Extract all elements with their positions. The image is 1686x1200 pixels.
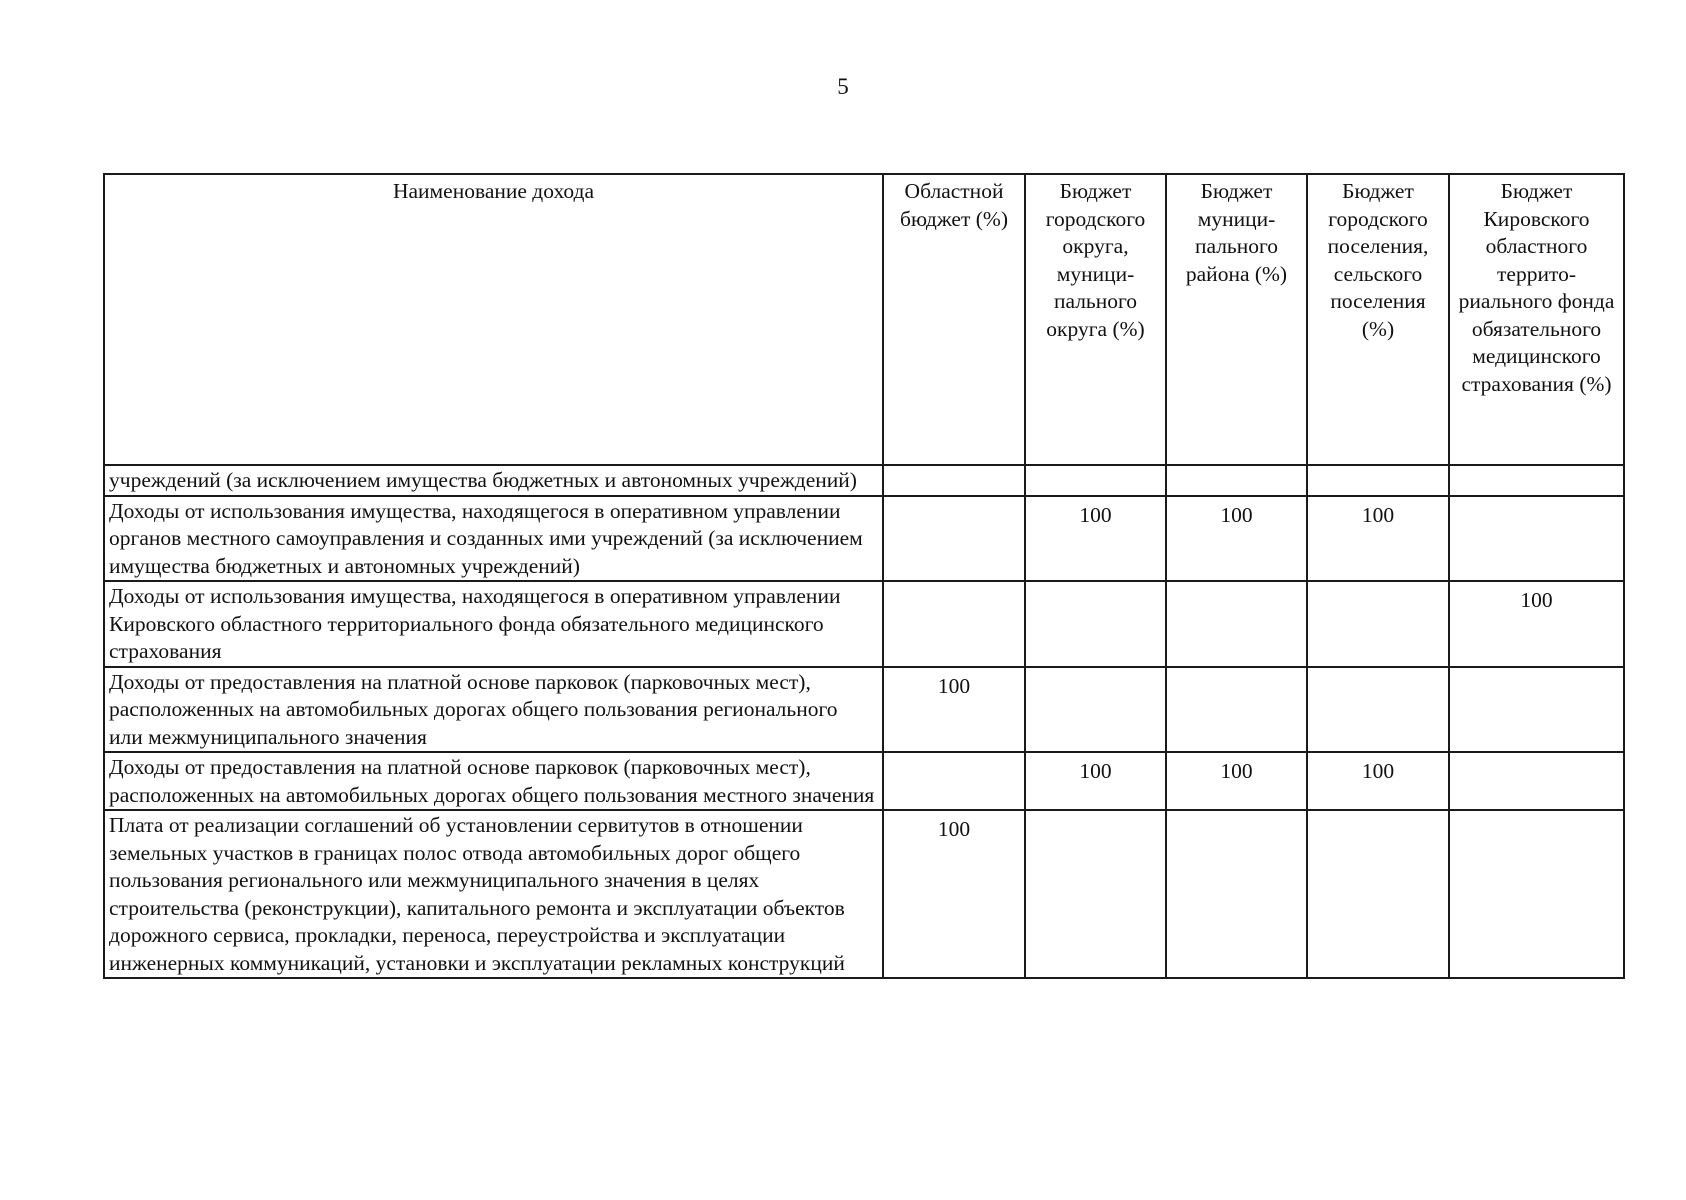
header-regional-budget: Областной бюджет (%) <box>883 174 1025 465</box>
municipal-district-budget-cell: 100 <box>1166 752 1307 810</box>
settlement-budget-cell <box>1307 810 1449 978</box>
city-district-budget-cell <box>1025 810 1166 978</box>
regional-budget-cell: 100 <box>883 667 1025 753</box>
regional-budget-cell <box>883 496 1025 582</box>
medical-insurance-fund-cell <box>1449 465 1624 496</box>
page-number: 5 <box>837 74 849 99</box>
table-row <box>104 810 1624 978</box>
municipal-district-budget-cell <box>1166 810 1307 978</box>
city-district-budget-cell <box>1025 465 1166 496</box>
settlement-budget-cell: 100 <box>1307 496 1449 582</box>
table-row <box>104 581 1624 667</box>
medical-insurance-fund-cell <box>1449 810 1624 978</box>
table-row <box>104 667 1624 753</box>
regional-budget-cell <box>883 465 1025 496</box>
income-distribution-table <box>103 173 1625 979</box>
regional-budget-cell <box>883 581 1025 667</box>
header-medical-insurance-fund-budget: Бюджет Кировского областного террито-риального фонда обязательного медицинского страхования (%) <box>1449 174 1624 465</box>
city-district-budget-cell: 100 <box>1025 752 1166 810</box>
settlement-budget-cell <box>1307 581 1449 667</box>
municipal-district-budget-cell <box>1166 667 1307 753</box>
settlement-budget-cell <box>1307 667 1449 753</box>
medical-insurance-fund-cell: 100 <box>1449 581 1624 667</box>
income-name-cell: Плата от реализации соглашений об установлении сервитутов в отношении земельных участков в границах полос отвода автомобильных дорог общего пользования регионального или межмуниципального значения в целях строительства (реконструкции), капитального ремонта и эксплуатации объектов дорожного сервиса, прокладки, переноса, переустройства и эксплуатации инженерных коммуникаций, установки и эксплуатации рекламных конструкций <box>104 810 883 978</box>
regional-budget-cell <box>883 752 1025 810</box>
settlement-budget-cell: 100 <box>1307 752 1449 810</box>
table-row <box>104 465 1624 496</box>
table-row <box>104 496 1624 582</box>
income-name-cell: Доходы от предоставления на платной основе парковок (парковочных мест), расположенных на автомобильных дорогах общего пользования местного значения <box>104 752 883 810</box>
municipal-district-budget-cell <box>1166 581 1307 667</box>
municipal-district-budget-cell: 100 <box>1166 496 1307 582</box>
city-district-budget-cell: 100 <box>1025 496 1166 582</box>
income-name-cell: учреждений (за исключением имущества бюджетных и автономных учреждений) <box>104 465 883 496</box>
income-name-cell: Доходы от предоставления на платной основе парковок (парковочных мест), расположенных на автомобильных дорогах общего пользования регионального или межмуниципального значения <box>104 667 883 753</box>
city-district-budget-cell <box>1025 667 1166 753</box>
city-district-budget-cell <box>1025 581 1166 667</box>
settlement-budget-cell <box>1307 465 1449 496</box>
income-name-cell: Доходы от использования имущества, находящегося в оперативном управлении органов местного самоуправления и созданных ими учреждений (за исключением имущества бюджетных и автономных учреждений) <box>104 496 883 582</box>
income-name-cell: Доходы от использования имущества, находящегося в оперативном управлении Кировского областного территориального фонда обязательного медицинского страхования <box>104 581 883 667</box>
medical-insurance-fund-cell <box>1449 752 1624 810</box>
regional-budget-cell: 100 <box>883 810 1025 978</box>
table-header-row <box>104 174 1624 465</box>
medical-insurance-fund-cell <box>1449 667 1624 753</box>
header-settlement-budget: Бюджет городского поселения, сельского поселения (%) <box>1307 174 1449 465</box>
header-city-district-budget: Бюджет городского округа, муници-пального округа (%) <box>1025 174 1166 465</box>
municipal-district-budget-cell <box>1166 465 1307 496</box>
medical-insurance-fund-cell <box>1449 496 1624 582</box>
table-row <box>104 752 1624 810</box>
header-municipal-district-budget: Бюджет муници-пального района (%) <box>1166 174 1307 465</box>
header-income-name: Наименование дохода <box>104 174 883 465</box>
